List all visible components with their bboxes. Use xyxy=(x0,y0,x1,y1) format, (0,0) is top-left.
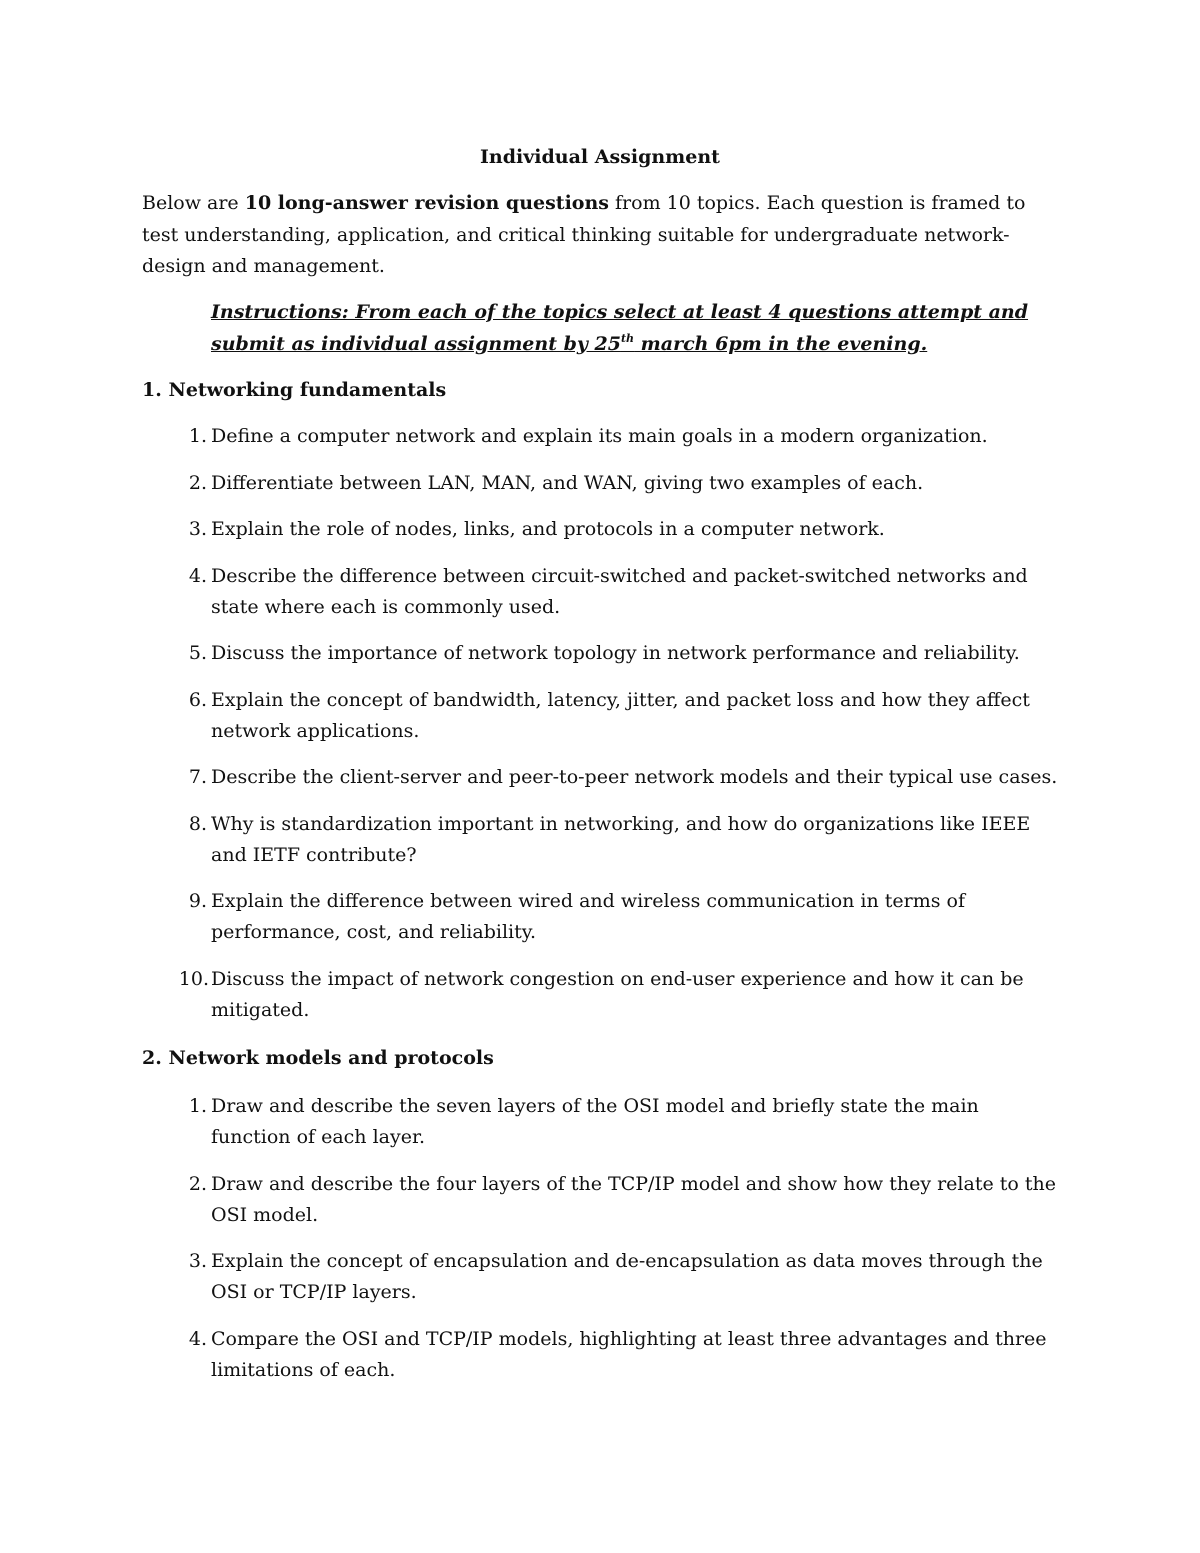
question-number: 9. xyxy=(188,890,207,912)
list-item xyxy=(142,468,1062,499)
section-heading-networking-fundamentals: 1. Networking fundamentals xyxy=(142,379,447,401)
intro-text-bold: 10 long-answer revision questions xyxy=(244,192,609,214)
list-item xyxy=(142,1091,1062,1153)
question-number: 2. xyxy=(188,471,207,494)
question-text: Discuss the impact of network congestion on end-user experience and how it can be mitigated. xyxy=(211,967,1024,1021)
list-item xyxy=(142,1324,1062,1386)
question-text: Describe the client-server and peer-to-peer network models and their typical use cases. xyxy=(211,766,1058,788)
question-text: Explain the role of nodes, links, and protocols in a computer network. xyxy=(211,518,885,540)
question-number: 4. xyxy=(188,1327,207,1350)
list-item xyxy=(142,421,1062,452)
question-text: Explain the difference between wired and wireless communication in terms of performance, cost, and reliability. xyxy=(211,890,966,943)
intro-text-after: from 10 topics. Each question is framed to test understanding, application, and critical thinking suitable for undergraduate network-design and management. xyxy=(142,192,1026,277)
question-number: 3. xyxy=(188,1250,207,1272)
question-number: 1. xyxy=(188,425,207,447)
question-number: 10. xyxy=(178,967,209,990)
question-text: Describe the difference between circuit-switched and packet-switched networks and state where each is commonly used. xyxy=(211,564,1028,618)
question-number: 1. xyxy=(188,1095,207,1117)
question-number: 3. xyxy=(188,518,207,540)
question-number: 7. xyxy=(188,766,207,788)
question-number: 5. xyxy=(188,642,207,664)
list-item xyxy=(142,762,1062,793)
question-text: Define a computer network and explain its main goals in a modern organization. xyxy=(211,425,988,447)
question-list-section-1 xyxy=(142,421,1062,1041)
list-item xyxy=(142,1246,1062,1308)
list-item xyxy=(142,886,1062,948)
question-list-section-2 xyxy=(142,1091,1062,1401)
question-number: 6. xyxy=(188,688,207,711)
instructions-text: Instructions: From each of the topics select at least 4 questions attempt and submit as individual assignment by 25 xyxy=(211,301,1029,355)
question-text: Draw and describe the four layers of the TCP/IP model and show how they relate to the OSI model. xyxy=(211,1172,1056,1226)
instructions-superscript: th xyxy=(620,332,635,345)
question-text: Draw and describe the seven layers of the OSI model and briefly state the main function of each layer. xyxy=(211,1095,979,1148)
instructions-text-end: march 6pm in the evening. xyxy=(634,333,928,355)
intro-paragraph xyxy=(142,188,1058,283)
instructions-paragraph xyxy=(211,296,1061,360)
question-text: Explain the concept of encapsulation and de-encapsulation as data moves through the OSI or TCP/IP layers. xyxy=(211,1250,1043,1303)
question-text: Explain the concept of bandwidth, latency, jitter, and packet loss and how they affect network applications. xyxy=(211,688,1030,742)
list-item xyxy=(142,514,1062,545)
intro-text-before: Below are xyxy=(142,192,245,214)
list-item xyxy=(142,685,1062,747)
question-text: Why is standardization important in networking, and how do organizations like IEEE and IETF contribute? xyxy=(211,812,1031,866)
section-heading-network-models: 2. Network models and protocols xyxy=(142,1047,494,1069)
list-item xyxy=(142,964,1062,1026)
question-number: 8. xyxy=(188,812,207,835)
question-number: 4. xyxy=(188,564,207,587)
list-item xyxy=(142,561,1062,623)
list-item xyxy=(142,638,1062,669)
list-item xyxy=(142,1169,1062,1231)
question-text: Differentiate between LAN, MAN, and WAN, giving two examples of each. xyxy=(211,471,924,494)
list-item xyxy=(142,809,1062,871)
document-title: Individual Assignment xyxy=(480,146,720,168)
question-text: Discuss the importance of network topology in network performance and reliability. xyxy=(211,642,1020,664)
question-number: 2. xyxy=(188,1172,207,1195)
question-text: Compare the OSI and TCP/IP models, highlighting at least three advantages and three limitations of each. xyxy=(211,1327,1047,1381)
